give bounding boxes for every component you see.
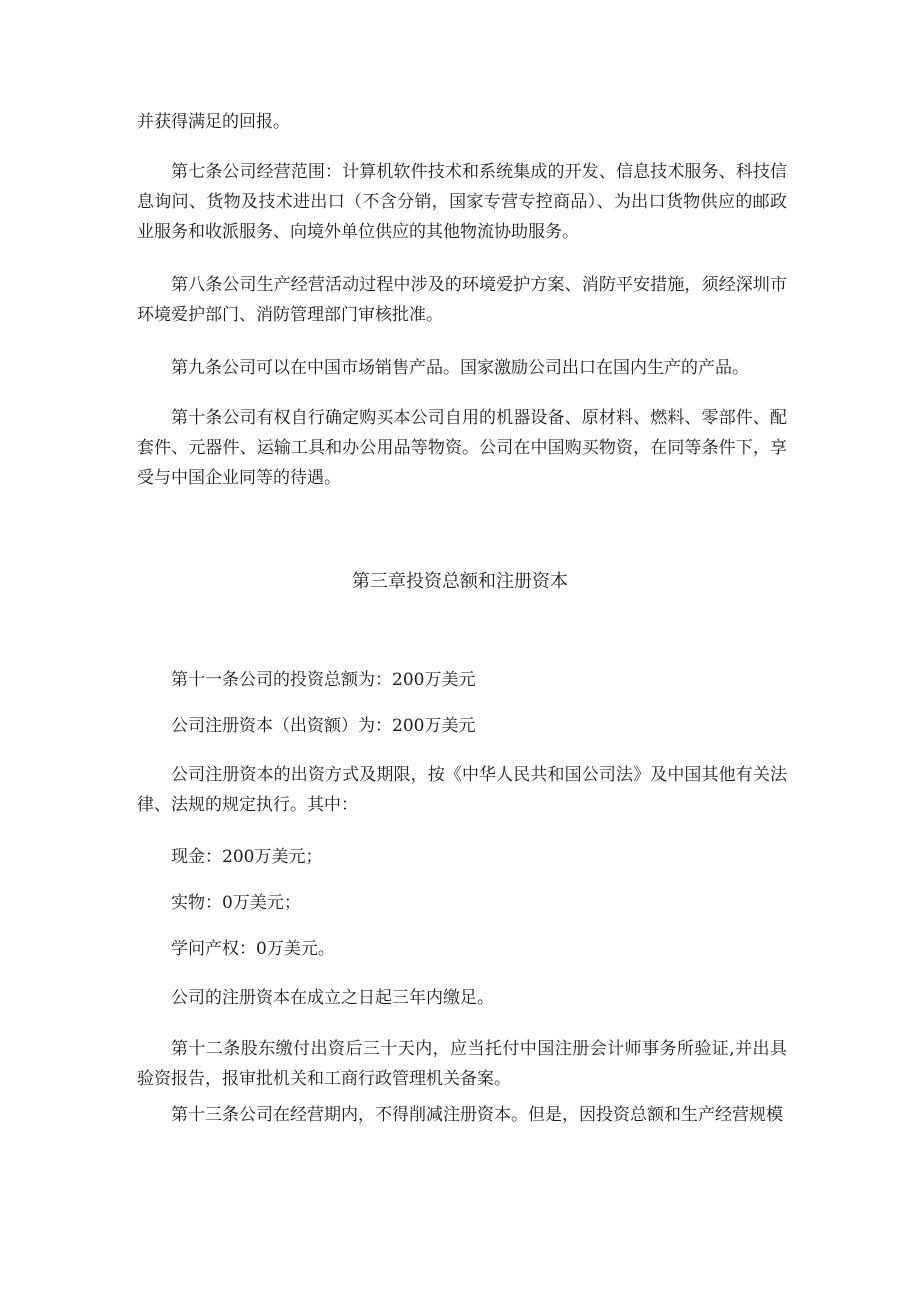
article-10-paragraph: 第十条公司有权自行确定购买本公司自用的机器设备、原材料、燃料、零部件、配套件、元器件、运输工具和办公用品等物资。公司在中国购买物资，在同等条件下，享受与中国企业同等的待遇。: [137, 408, 787, 488]
cash-contribution-line: 现金：200万美元；: [171, 847, 323, 867]
chapter-heading: 第三章投资总额和注册资本: [352, 571, 568, 592]
article-11-paragraph: 第十一条公司的投资总额为：200万美元: [171, 670, 476, 690]
article-7-paragraph: 第七条公司经营范围：计算机软件技术和系统集成的开发、信息技术服务、科技信息询问、货物及技术进出口（不含分销，国家专营专控商品）、为出口货物供应的邮政业服务和收派服务、向境外单位供应的其他物流协助服务。: [137, 162, 787, 242]
article-13-paragraph: 第十三条公司在经营期内，不得削减注册资本。但是，因投资总额和生产经营规模: [171, 1105, 783, 1125]
registered-capital-paragraph: 公司注册资本（出资额）为：200万美元: [171, 716, 476, 736]
ip-contribution-line: 学问产权：0万美元。: [171, 939, 335, 959]
capital-payment-paragraph: 公司的注册资本在成立之日起三年内缴足。: [171, 988, 494, 1008]
physical-contribution-line: 实物：0万美元；: [171, 893, 301, 913]
paragraph-continuation: 并获得满足的回报。: [137, 112, 290, 132]
article-9-paragraph: 第九条公司可以在中国市场销售产品。国家激励公司出口在国内生产的产品。: [171, 358, 749, 378]
article-8-paragraph: 第八条公司生产经营活动过程中涉及的环境爱护方案、消防平安措施，须经深圳市环境爱护部门、消防管理部门审核批准。: [137, 275, 787, 325]
capital-contribution-paragraph: 公司注册资本的出资方式及期限，按《中华人民共和国公司法》及中国其他有关法律、法规的规定执行。其中：: [137, 765, 787, 815]
article-12-paragraph: 第十二条股东缴付出资后三十天内，应当托付中国注册会计师事务所验证,并出具验资报告，报审批机关和工商行政管理机关备案。: [137, 1039, 787, 1089]
